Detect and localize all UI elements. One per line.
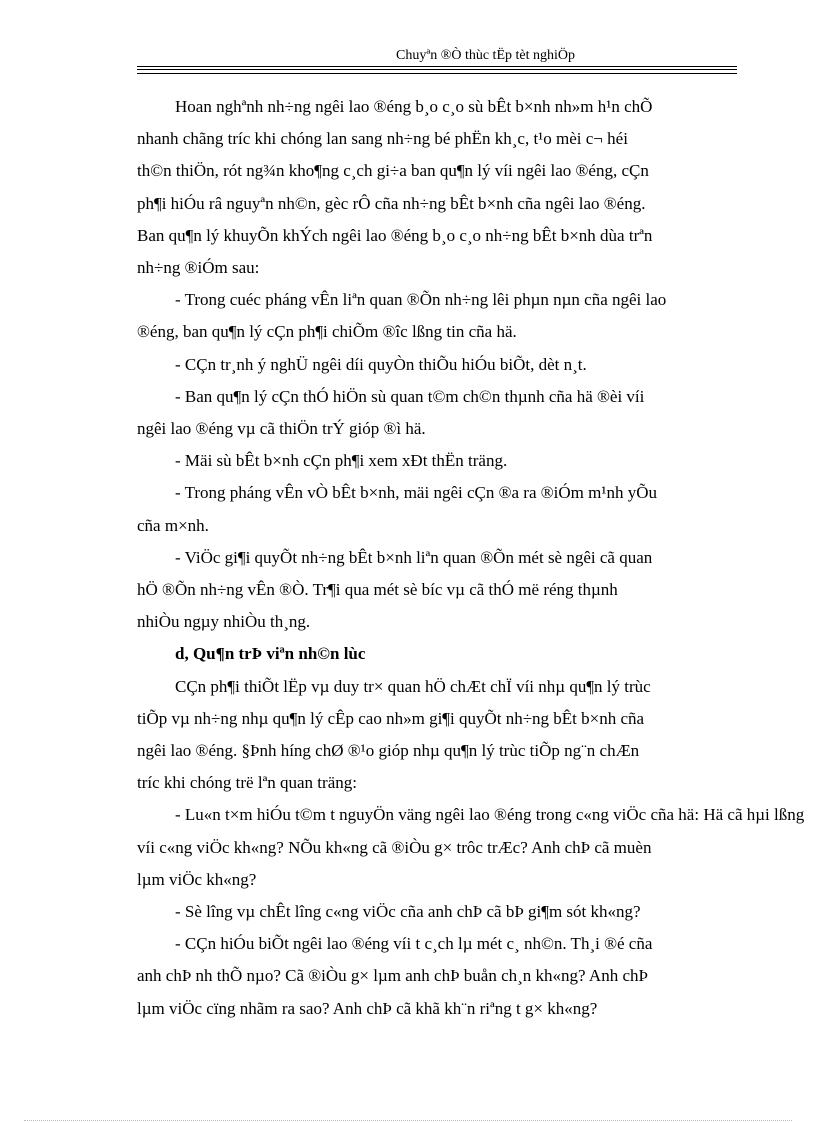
text-line: ®éng, ban qu¶n lý cÇn ph¶i chiÕm ®îc lßng tin cña hä. xyxy=(137,322,517,342)
text-line: víi c«ng viÖc kh«ng? NÕu kh«ng cã ®iÒu g× trôc trÆc? Anh chÞ cã muèn xyxy=(137,837,652,857)
page-header-title: Chuyªn ®Ò thùc tËp tèt nghiÖp xyxy=(396,48,575,63)
text-line: lµm viÖc kh«ng? xyxy=(137,869,257,889)
text-line: - CÇn tr¸nh ý nghÜ ngêi díi quyÒn thiÕu hiÓu biÕt, dèt n¸t. xyxy=(175,354,587,374)
text-line: th©n thiÖn, rót ng¾n kho¶ng c¸ch gi÷a ban qu¶n lý víi ngêi lao ®éng, cÇn xyxy=(137,161,649,181)
text-line: ngêi lao ®éng. §Þnh híng chØ ®¹o gióp nhµ qu¶n lý trùc tiÕp ng¨n chÆn xyxy=(137,741,640,761)
text-line: - Sè lîng vµ chÊt lîng c«ng viÖc cña anh chÞ cã bÞ gi¶m sót kh«ng? xyxy=(175,902,641,922)
text-line: nh÷ng ®iÓm sau: xyxy=(137,258,260,278)
text-line: tríc khi chóng trë lªn quan träng: xyxy=(137,773,357,793)
text-line: ngêi lao ®éng vµ cã thiÖn trÝ gióp ®ì hä. xyxy=(137,419,426,439)
text-line: - Mäi sù bÊt b×nh cÇn ph¶i xem xÐt thËn träng. xyxy=(175,451,508,471)
document-body xyxy=(137,91,805,1025)
text-line: - Ban qu¶n lý cÇn thÓ hiÖn sù quan t©m ch©n thµnh cña hä ®èi víi xyxy=(175,386,645,406)
header-rule-middle xyxy=(137,69,737,70)
header-rule-top xyxy=(137,66,737,67)
text-line: tiÕp vµ nh÷ng nhµ qu¶n lý cÊp cao nh»m gi¶i quyÕt nh÷ng bÊt b×nh cña xyxy=(137,708,645,728)
page-bottom-border xyxy=(24,1120,792,1121)
text-line: - Lu«n t×m hiÓu t©m t nguyÖn väng ngêi lao ®éng trong c«ng viÖc cña hä: Hä cã hµi lßng xyxy=(175,805,805,825)
text-line: - Trong pháng vÊn vÒ bÊt b×nh, mäi ngêi cÇn ®a ra ®iÓm m¹nh yÕu xyxy=(175,483,658,503)
text-line: ph¶i hiÓu râ nguyªn nh©n, gèc rÔ cña nh÷ng bÊt b×nh cña ngêi lao ®éng. xyxy=(137,193,646,213)
text-line: hÖ ®Õn nh÷ng vÊn ®Ò. Tr¶i qua mét sè bíc vµ cã thÓ më réng thµnh xyxy=(137,580,618,600)
text-line: Ban qu¶n lý khuyÕn khÝch ngêi lao ®éng b¸o c¸o nh÷ng bÊt b×nh dùa trªn xyxy=(137,225,653,245)
text-line: - Trong cuéc pháng vÊn liªn quan ®Õn nh÷ng lêi phµn nµn cña ngêi lao xyxy=(175,290,667,310)
text-line: Hoan nghªnh nh÷ng ngêi lao ®éng b¸o c¸o sù bÊt b×nh nh»m h¹n chÕ xyxy=(175,97,653,116)
text-line: - CÇn hiÓu biÕt ngêi lao ®éng víi t c¸ch lµ mét c¸ nh©n. Th¸i ®é cña xyxy=(175,934,653,954)
text-line: nhiÒu ngµy nhiÒu th¸ng. xyxy=(137,612,311,632)
section-heading: d, Qu¶n trÞ viªn nh©n lùc xyxy=(175,644,366,664)
text-line: CÇn ph¶i thiÕt lËp vµ duy tr× quan hÖ chÆt chÏ víi nhµ qu¶n lý trùc xyxy=(175,676,651,696)
text-line: - ViÖc gi¶i quyÕt nh÷ng bÊt b×nh liªn quan ®Õn mét sè ngêi cã quan xyxy=(175,547,653,567)
text-line: nhanh chãng tríc khi chóng lan sang nh÷ng bé phËn kh¸c, t¹o mèi c¬ héi xyxy=(137,129,628,149)
header-rule-bottom xyxy=(137,73,737,74)
text-line: anh chÞ nh thÕ nµo? Cã ®iÒu g× lµm anh chÞ buån ch¸n kh«ng? Anh chÞ xyxy=(137,966,648,986)
text-line: cña m×nh. xyxy=(137,515,209,535)
text-line: lµm viÖc cïng nhãm ra sao? Anh chÞ cã khã kh¨n riªng t g× kh«ng? xyxy=(137,998,598,1018)
